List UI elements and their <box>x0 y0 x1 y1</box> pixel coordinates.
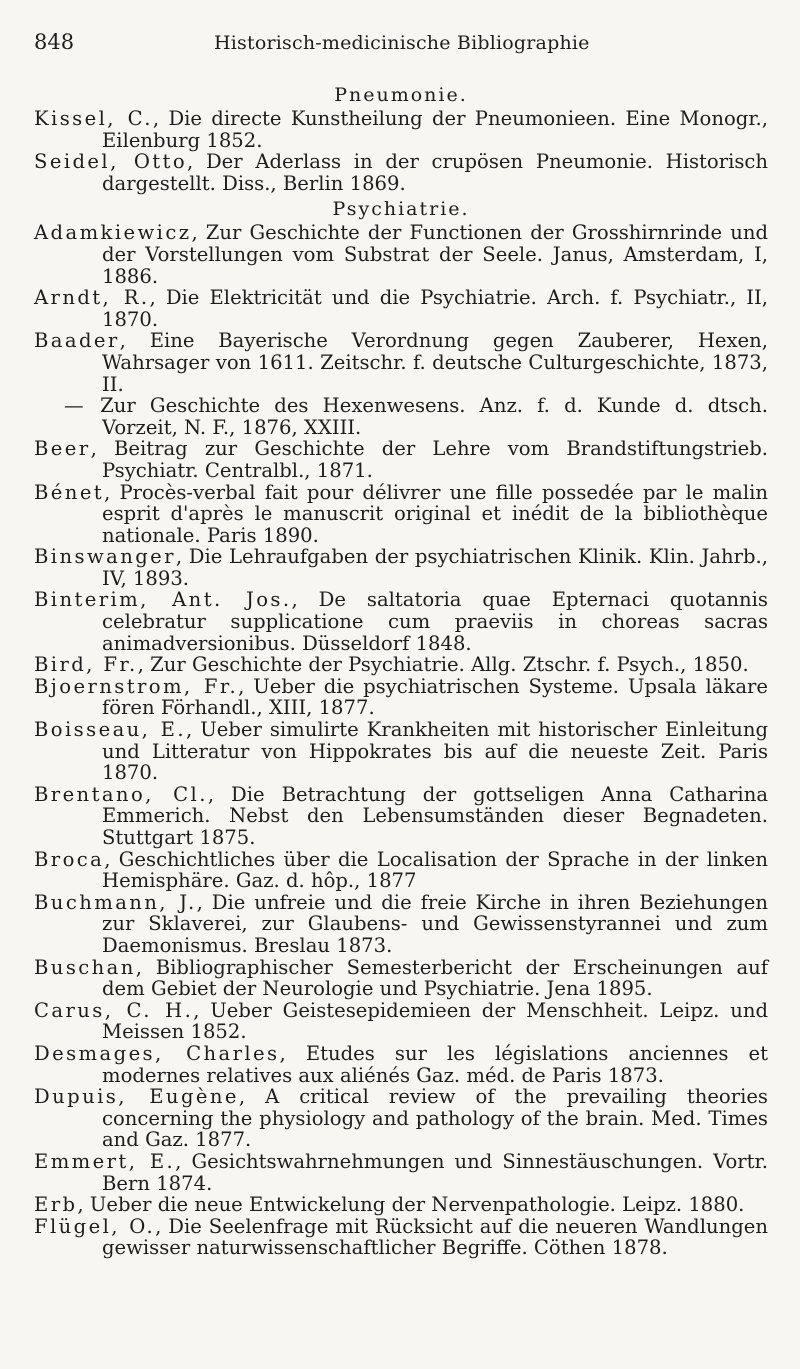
entry-author: — <box>64 394 86 418</box>
entry-text: , Beitrag zur Geschichte der Lehre vom Brandstiftungstrieb. Psychiatr. Centralbl., 1871. <box>90 437 768 482</box>
bibliography-entry <box>34 1043 768 1086</box>
entry-text: , A critical review of the prevailing theories concerning the physiology and pathology of the brain. Med. Times and Gaz. 1877. <box>102 1085 768 1152</box>
section-heading: Pneumonie. <box>334 84 468 106</box>
bibliography-entry <box>34 784 768 849</box>
entry-author: Boisseau, E. <box>34 718 187 742</box>
entry-text: , Bibliographischer Semesterbericht der Erscheinungen auf dem Gebiet der Neurologie und Psychiatrie. Jena 1895. <box>102 955 768 1001</box>
entry-text: , Ueber die neue Entwickelung der Nervenpathologie. Leipz. 1880. <box>77 1193 745 1217</box>
bibliography-entry <box>34 482 768 547</box>
bibliography-entry <box>34 589 768 654</box>
entry-text: , Die unfreie und die freie Kirche in ihren Beziehungen zur Sklaverei, zur Glaubens- und Gewissenstyrannei und zum Daemonismus. Breslau 1873. <box>102 890 768 957</box>
bibliography-entry <box>34 892 768 957</box>
entry-author: Bénet <box>34 480 105 504</box>
bibliography-entry <box>34 1086 768 1151</box>
bibliography-entry <box>34 438 768 481</box>
entry-author: Buchmann, J. <box>34 890 197 914</box>
entry-author: Bird, Fr. <box>34 653 138 677</box>
entry-author: Binswanger <box>34 545 176 569</box>
bibliography-entry <box>34 546 768 589</box>
entry-text: , Gesichtswahrnehmungen und Sinnestäuschungen. Vortr. Bern 1874. <box>102 1149 768 1195</box>
entry-text: , Die Betrachtung der gottseligen Anna Catharina Emmerich. Nebst den Lebensumständen dieser Begnadeten. Stuttgart 1875. <box>102 782 768 849</box>
bibliography-entry <box>34 108 768 151</box>
entry-author: Erb <box>34 1193 78 1217</box>
bibliography-entry <box>34 1216 768 1259</box>
entry-text: , De saltatoria quae Epternaci quotannis celebratur supplicatione cum praeviis in choreas sacras animadversionibus. Düsseldorf 1848. <box>102 588 768 655</box>
entry-author: Beer <box>34 437 91 461</box>
entry-author: Seidel, Otto <box>34 150 188 174</box>
entry-text: , Zur Geschichte der Functionen der Grosshirnrinde und der Vorstellungen vom Substrat der Seele. Janus, Amsterdam, I, 1886. <box>102 221 768 288</box>
bibliography-entry <box>34 287 768 330</box>
entry-text: , Der Aderlass in der crupösen Pneumonie. Historisch dargestellt. Diss., Berlin 1869. <box>102 150 768 195</box>
entry-author: Bjoernstrom, Fr. <box>34 674 239 698</box>
entry-text: , Etudes sur les législations anciennes et modernes relatives aux aliénés Gaz. méd. de Paris 1873. <box>102 1041 768 1087</box>
bibliography-entry <box>34 676 768 719</box>
entry-text: , Zur Geschichte der Psychiatrie. Allg. Ztschr. f. Psych., 1850. <box>137 653 749 677</box>
entry-author: Dupuis, Eugène <box>34 1085 239 1109</box>
entry-text: , Geschichtliches über die Localisation der Sprache in der linken Hemisphäre. Gaz. d. hôp., 1877 <box>102 847 768 893</box>
entry-text: Zur Geschichte des Hexenwesens. Anz. f. d. Kunde d. dtsch. Vorzeit, N. F., 1876, XXIII. <box>86 394 768 439</box>
entry-text: , Ueber Geistesepidemieen der Menschheit. Leipz. und Meissen 1852. <box>102 998 768 1044</box>
bibliography-entry <box>34 330 768 395</box>
entry-author: Brentano, Cl. <box>34 782 208 806</box>
entry-author: Flügel, O. <box>34 1214 156 1238</box>
entry-text: , Eine Bayerische Verordnung gegen Zauberer, Hexen, Wahrsager von 1611. Zeitschr. f. deutsche Culturgeschichte, 1873, II. <box>102 329 768 396</box>
entry-text: , Ueber simulirte Krankheiten mit historischer Einleitung und Litteratur von Hippokrates bis auf die neueste Zeit. Paris 1870. <box>102 718 768 785</box>
bibliography-entry <box>34 1194 768 1216</box>
bibliography-entry <box>34 1000 768 1043</box>
bibliography-entry <box>34 849 768 892</box>
entry-author: Desmages, Charles <box>34 1041 280 1065</box>
entry-author: Emmert, E. <box>34 1149 176 1173</box>
bibliography-entry <box>34 719 768 784</box>
entry-author: Adamkiewicz <box>34 221 192 245</box>
page-number: 848 <box>34 30 75 54</box>
entry-text: , Die directe Kunstheilung der Pneumonieen. Eine Monogr., Eilenburg 1852. <box>102 107 768 152</box>
bibliography-entry <box>34 957 768 1000</box>
bibliography-entry <box>34 395 768 438</box>
running-title: Historisch-medicinische Bibliographie <box>214 32 590 54</box>
bibliography-body <box>34 84 768 1259</box>
entry-author: Kissel, C. <box>34 107 153 130</box>
entry-text: , Die Elektricität und die Psychiatrie. Arch. f. Psychiatr., II, 1870. <box>102 286 769 331</box>
page-header <box>34 30 768 54</box>
bibliography-entry <box>34 1151 768 1194</box>
entry-author: Broca <box>34 847 105 871</box>
bibliography-entry <box>34 222 768 287</box>
entry-author: Binterim, Ant. Jos. <box>34 588 292 612</box>
entry-author: Arndt, R. <box>34 286 150 310</box>
section-heading: Psychiatrie. <box>332 198 470 221</box>
entry-author: Carus, C. H. <box>34 998 194 1022</box>
bibliography-entry <box>34 151 768 194</box>
bibliography-entry <box>34 654 768 676</box>
entry-author: Baader <box>34 329 120 353</box>
entry-text: , Die Seelenfrage mit Rücksicht auf die neueren Wandlungen gewisser naturwissenschaftlicher Begriffe. Cöthen 1878. <box>102 1214 768 1260</box>
entry-text: , Ueber die psychiatrischen Systeme. Upsala läkare fören Förhandl., XIII, 1877. <box>102 674 769 720</box>
entry-text: , Die Lehraufgaben der psychiatrischen Klinik. Klin. Jahrb., IV, 1893. <box>102 545 768 590</box>
entry-author: Buschan <box>34 955 136 979</box>
entry-text: , Procès-verbal fait pour délivrer une fille possedée par le malin esprit d'après le manuscrit original et inédit de la bibliothèque nationale. Paris 1890. <box>102 480 768 547</box>
